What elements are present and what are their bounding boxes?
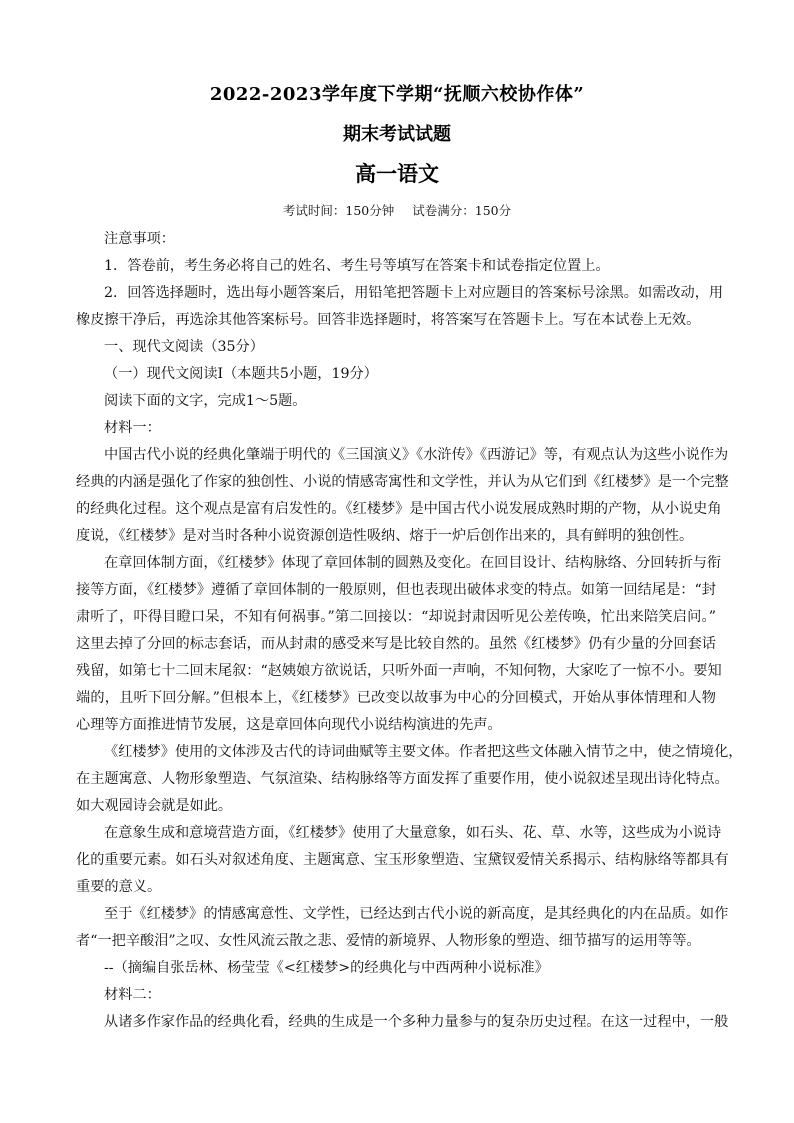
material-2-label: 材料二： [104, 987, 161, 1003]
paragraph-line: 如大观园诗会就是如此。 [76, 798, 233, 814]
full-score: 试卷满分：150分 [412, 203, 512, 218]
paragraph-line: 至于《红楼梦》的情感寓意性、文学性，已经达到古代小说的新高度，是其经典化的内在品质。如作 [104, 906, 729, 922]
paragraph-line: 度说，《红楼梦》是对当时各种小说资源创造性吸纳、熔于一炉后创作出来的，具有鲜明的独创性。 [76, 528, 694, 544]
paragraph-line: 《红楼梦》使用的文体涉及古代的诗词曲赋等主要文体。作者把这些文体融入情节之中，使之情境化， [104, 744, 743, 760]
paragraph-line: 化的重要元素。如石头对叙述角度、主题寓意、宝玉形象塑造、宝黛钗爱情关系揭示、结构脉络等都具有 [76, 852, 729, 868]
paragraph-line: 端的，且听下回分解。”但根本上，《红楼梦》已改变以故事为中心的分回模式，开始从事体情理和人物 [76, 690, 716, 706]
notice-item-2: 2．回答选择题时，选出每小题答案后，用铅笔把答题卡上对应题目的答案标号涂黑。如需改动，用 [104, 285, 724, 301]
notice-item-1: 1．答卷前，考生务必将自己的姓名、考生号等填写在答案卡和试卷指定位置上。 [104, 258, 610, 274]
reading-instruction: 阅读下面的文字，完成1～5题。 [104, 393, 307, 409]
paragraph-line: 肃听了，吓得目瞪口呆，不知有何祸事。”第二回接以：“却说封肃因听见公差传唤，忙出来陪笑启问。” [76, 609, 716, 625]
paragraph-line: 中国古代小说的经典化肇端于明代的《三国演义》《水浒传》《西游记》等，有观点认为这些小说作为 [104, 447, 729, 463]
paragraph-line: 接等方面，《红楼梦》遵循了章回体制的一般原则，但也表现出破体求变的特点。如第一回结尾是：“封 [76, 582, 716, 598]
paragraph-line: 这里去掉了分回的标志套话，而从封肃的感受来写是比较自然的。虽然《红楼梦》仍有少量的分回套话 [76, 636, 716, 652]
paragraph-line: 在意象生成和意境营造方面，《红楼梦》使用了大量意象，如石头、花、草、水等，这些成为小说诗 [104, 825, 722, 841]
paragraph-line: 的经典化过程。这个观点是富有启发性的。《红楼梦》是中国古代小说发展成熟时期的产物，从小说史角 [76, 501, 722, 517]
notice-item-2-cont: 橡皮擦干净后，再选涂其他答案标号。回答非选择题时，将答案写在答题卡上。写在本试卷上无效。 [76, 312, 701, 328]
paragraph-line: 心理等方面推进情节发展，这是章回体向现代小说结构演进的先声。 [76, 717, 502, 733]
paragraph-line: 经典的内涵是强化了作家的独创性、小说的情感寄寓性和文学性，并认为从它们到《红楼梦》是一个完整 [76, 474, 729, 490]
exam-time: 考试时间：150分钟 [282, 203, 395, 218]
paragraph-line: 残留，如第七十二回末尾叙：“赵姨娘方欲说话，只听外面一声响，不知何物，大家吃了一惊不小。要知 [76, 663, 722, 679]
material-1-label: 材料一： [104, 420, 161, 436]
paragraph-line: 从诸多作家作品的经典化看，经典的生成是一个多种力量参与的复杂历史过程。在这一过程中，一般 [104, 1014, 729, 1030]
material-1-source: --（摘编自张岳林、杨莹莹《<红楼梦>的经典化与中西两种小说标准》 [104, 960, 549, 976]
subsection-heading: （一）现代文阅读I（本题共5小题，19分） [104, 366, 378, 382]
exam-info [0, 201, 794, 219]
subject-title: 高一语文 [355, 161, 439, 186]
exam-title: 2022-2023学年度下学期“抚顺六校协作体” [209, 84, 585, 105]
paragraph-line: 在主题寓意、人物形象塑造、气氛渲染、结构脉络等方面发挥了重要作用，使小说叙述呈现出诗化特点。 [76, 771, 729, 787]
paragraph-line: 重要的意义。 [76, 879, 162, 895]
paragraph-line: 在章回体制方面，《红楼梦》体现了章回体制的圆熟及变化。在回目设计、结构脉络、分回转折与衔 [104, 555, 722, 571]
section-heading: 一、现代文阅读（35分） [104, 339, 264, 355]
notice-heading: 注意事项： [104, 231, 175, 247]
paragraph-line: 者“一把辛酸泪”之叹、女性风流云散之悲、爱情的新境界、人物形象的塑造、细节描写的运用等等。 [76, 933, 701, 949]
exam-subtitle: 期末考试试题 [343, 124, 451, 145]
